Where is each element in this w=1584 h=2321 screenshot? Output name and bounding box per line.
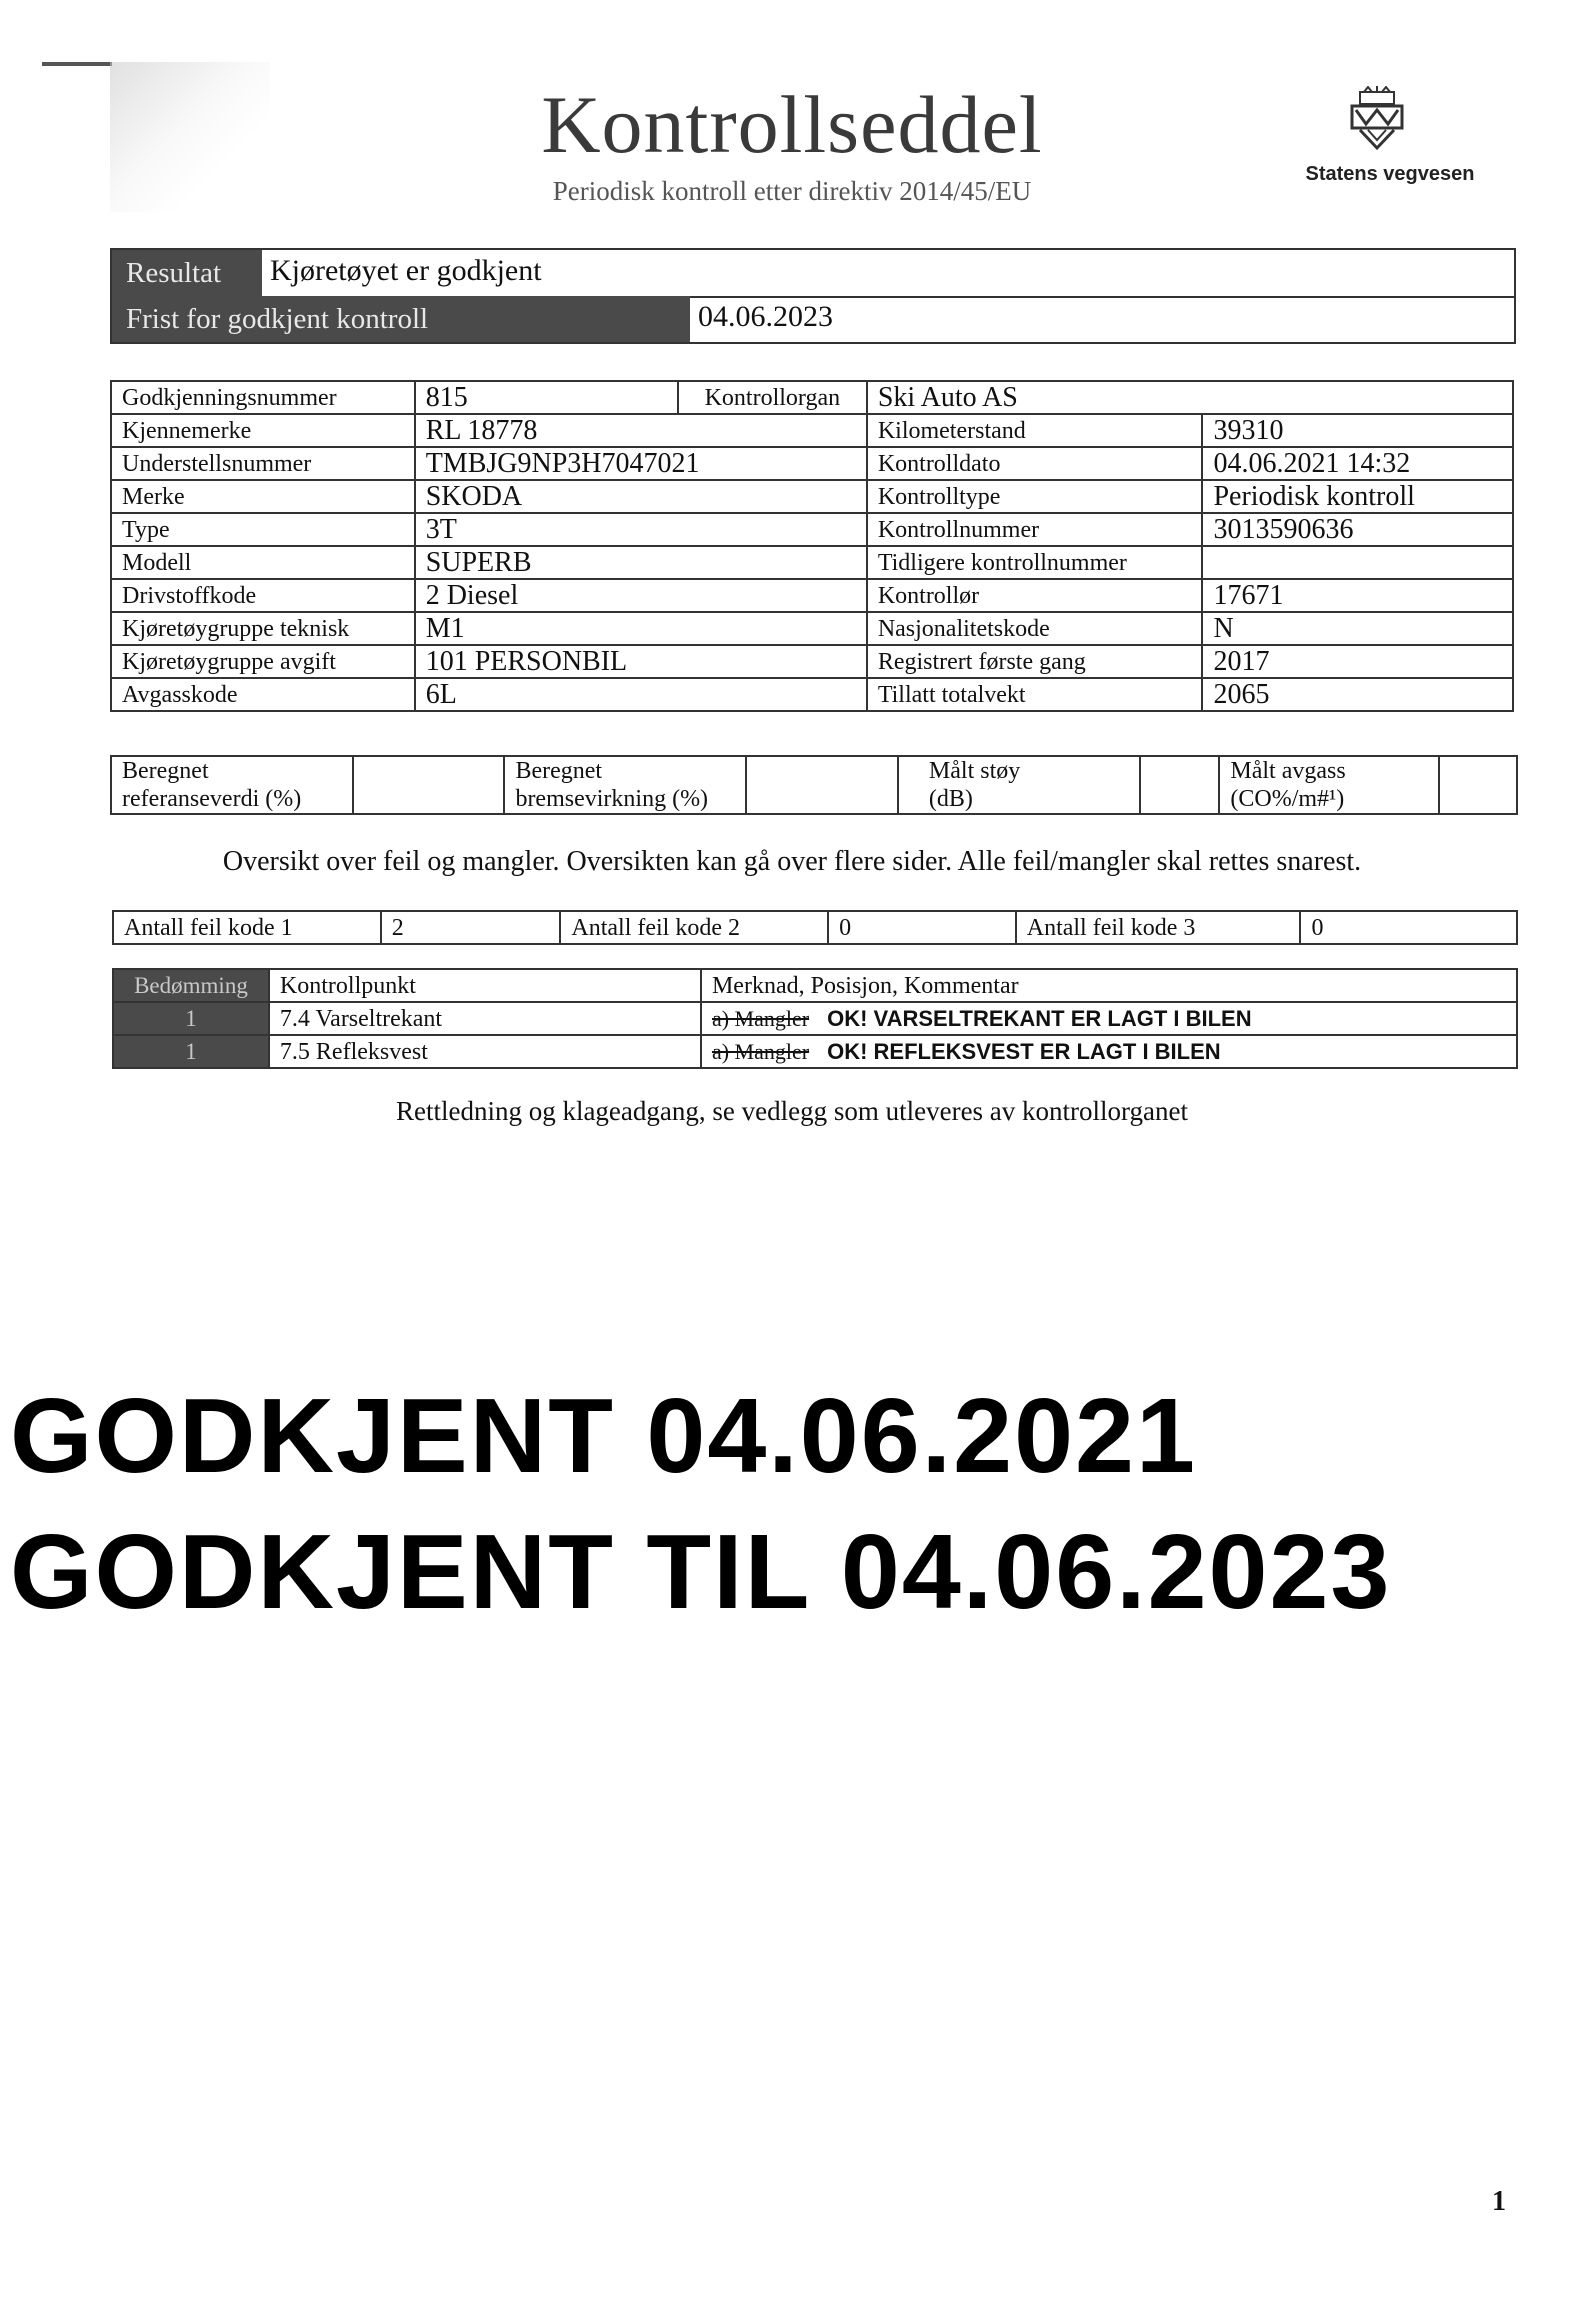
checkpoint-cell: 7.5 Refleksvest (269, 1035, 701, 1068)
brake-effect-label: Beregnet bremsevirkning (%) (504, 756, 746, 814)
cell-value: N (1202, 612, 1513, 645)
col-assessment: Bedømming (113, 969, 269, 1002)
cell-value: 6L (415, 678, 867, 711)
result-label: Resultat (112, 250, 262, 296)
cell-value: 101 PERSONBIL (415, 645, 867, 678)
cell-value: 04.06.2021 14:32 (1202, 447, 1513, 480)
reference-value-label: Beregnet referanseverdi (%) (111, 756, 353, 814)
measurement-table (110, 755, 1518, 815)
approval-stamp-line-2: GODKJENT TIL 04.06.2023 (10, 1513, 1392, 1631)
cell-value: 2 Diesel (415, 579, 867, 612)
kontrollorgan-value: Ski Auto AS (867, 381, 1513, 414)
table-header-row (113, 969, 1517, 1002)
table-row (111, 480, 1513, 513)
cell-label: Type (111, 513, 415, 546)
code2-value: 0 (828, 911, 1016, 944)
cell-value: 3T (415, 513, 867, 546)
cell-label: Kontrolldato (867, 447, 1203, 480)
table-row (111, 579, 1513, 612)
cell-label: Nasjonalitetskode (867, 612, 1203, 645)
table-row (111, 756, 1517, 814)
cell-value: 17671 (1202, 579, 1513, 612)
brake-effect-cell (746, 756, 898, 814)
exhaust-label: Målt avgass (CO%/m#¹) (1219, 756, 1439, 814)
code3-value: 0 (1300, 911, 1517, 944)
table-row (111, 612, 1513, 645)
cell-label: Modell (111, 546, 415, 579)
table-row (111, 513, 1513, 546)
cell-label: Kontrolltype (867, 480, 1203, 513)
cell-value: SKODA (415, 480, 867, 513)
result-box (110, 248, 1516, 344)
struck-remark: a) Mangler (711, 1038, 810, 1064)
assessment-cell: 1 (113, 1002, 269, 1035)
cell-label: Kjennemerke (111, 414, 415, 447)
document-subtitle: Periodisk kontroll etter direktiv 2014/45/EU (552, 176, 1032, 206)
cell-label: Godkjenningsnummer (111, 381, 415, 414)
table-row (111, 447, 1513, 480)
guidance-text: Rettledning og klageadgang, se vedlegg som utleveres av kontrollorganet (395, 1096, 1189, 1126)
defect-list-table (112, 968, 1518, 1069)
cell-label: Merke (111, 480, 415, 513)
ok-comment: OK! REFLEKSVEST ER LAGT I BILEN (827, 1038, 1221, 1064)
document-title: Kontrollseddel (541, 79, 1043, 170)
overview-text: Oversikt over feil og mangler. Oversikten kan gå over flere sider. Alle feil/mangler skal rettes snarest. (222, 846, 1362, 877)
remark-cell (701, 1035, 1517, 1068)
code2-label: Antall feil kode 2 (560, 911, 828, 944)
col-checkpoint: Kontrollpunkt (269, 969, 701, 1002)
cell-label: Registrert første gang (867, 645, 1203, 678)
noise-cell (1140, 756, 1220, 814)
cell-label: Tidligere kontrollnummer (867, 546, 1203, 579)
kontrollorgan-label: Kontrollorgan (678, 381, 867, 414)
table-row (113, 1002, 1517, 1035)
table-row (111, 678, 1513, 711)
scan-mark (42, 62, 112, 66)
table-row (111, 414, 1513, 447)
cell-value (1202, 546, 1513, 579)
statens-vegvesen-crest-icon (1342, 86, 1412, 156)
cell-label: Drivstoffkode (111, 579, 415, 612)
result-value: Kjøretøyet er godkjent (270, 254, 542, 287)
cell-value: 2017 (1202, 645, 1513, 678)
cell-label: Kontrollnummer (867, 513, 1203, 546)
deadline-value: 04.06.2023 (698, 300, 833, 333)
table-row (113, 911, 1517, 944)
code1-value: 2 (381, 911, 561, 944)
defect-count-table (112, 910, 1518, 945)
cell-value: 3013590636 (1202, 513, 1513, 546)
noise-label: Målt støy (dB) (898, 756, 1140, 814)
table-row (113, 1035, 1517, 1068)
code1-label: Antall feil kode 1 (113, 911, 381, 944)
cell-value: SUPERB (415, 546, 867, 579)
cell-label: Kontrollør (867, 579, 1203, 612)
deadline-label: Frist for godkjent kontroll (112, 296, 690, 342)
cell-value: M1 (415, 612, 867, 645)
struck-remark: a) Mangler (711, 1005, 810, 1031)
checkpoint-cell: 7.4 Varseltrekant (269, 1002, 701, 1035)
cell-value: 39310 (1202, 414, 1513, 447)
table-row (111, 546, 1513, 579)
reference-value-cell (353, 756, 505, 814)
assessment-cell: 1 (113, 1035, 269, 1068)
cell-value: 2065 (1202, 678, 1513, 711)
cell-label: Kilometerstand (867, 414, 1203, 447)
page-number: 1 (1492, 2186, 1506, 2217)
brand-name: Statens vegvesen (1305, 163, 1475, 185)
ok-comment: OK! VARSELTREKANT ER LAGT I BILEN (827, 1005, 1252, 1031)
cell-label: Avgasskode (111, 678, 415, 711)
cell-value: RL 18778 (415, 414, 867, 447)
approval-stamp-line-1: GODKJENT 04.06.2021 (10, 1377, 1197, 1495)
cell-value: Periodisk kontroll (1202, 480, 1513, 513)
col-remark: Merknad, Posisjon, Kommentar (701, 969, 1517, 1002)
code3-label: Antall feil kode 3 (1016, 911, 1301, 944)
cell-value: TMBJG9NP3H7047021 (415, 447, 867, 480)
remark-cell (701, 1002, 1517, 1035)
cell-value: 815 (415, 381, 678, 414)
cell-label: Kjøretøygruppe avgift (111, 645, 415, 678)
table-row (111, 381, 1513, 414)
cell-label: Understellsnummer (111, 447, 415, 480)
cell-label: Tillatt totalvekt (867, 678, 1203, 711)
vehicle-info-table (110, 380, 1514, 712)
exhaust-cell (1439, 756, 1517, 814)
cell-label: Kjøretøygruppe teknisk (111, 612, 415, 645)
table-row (111, 645, 1513, 678)
